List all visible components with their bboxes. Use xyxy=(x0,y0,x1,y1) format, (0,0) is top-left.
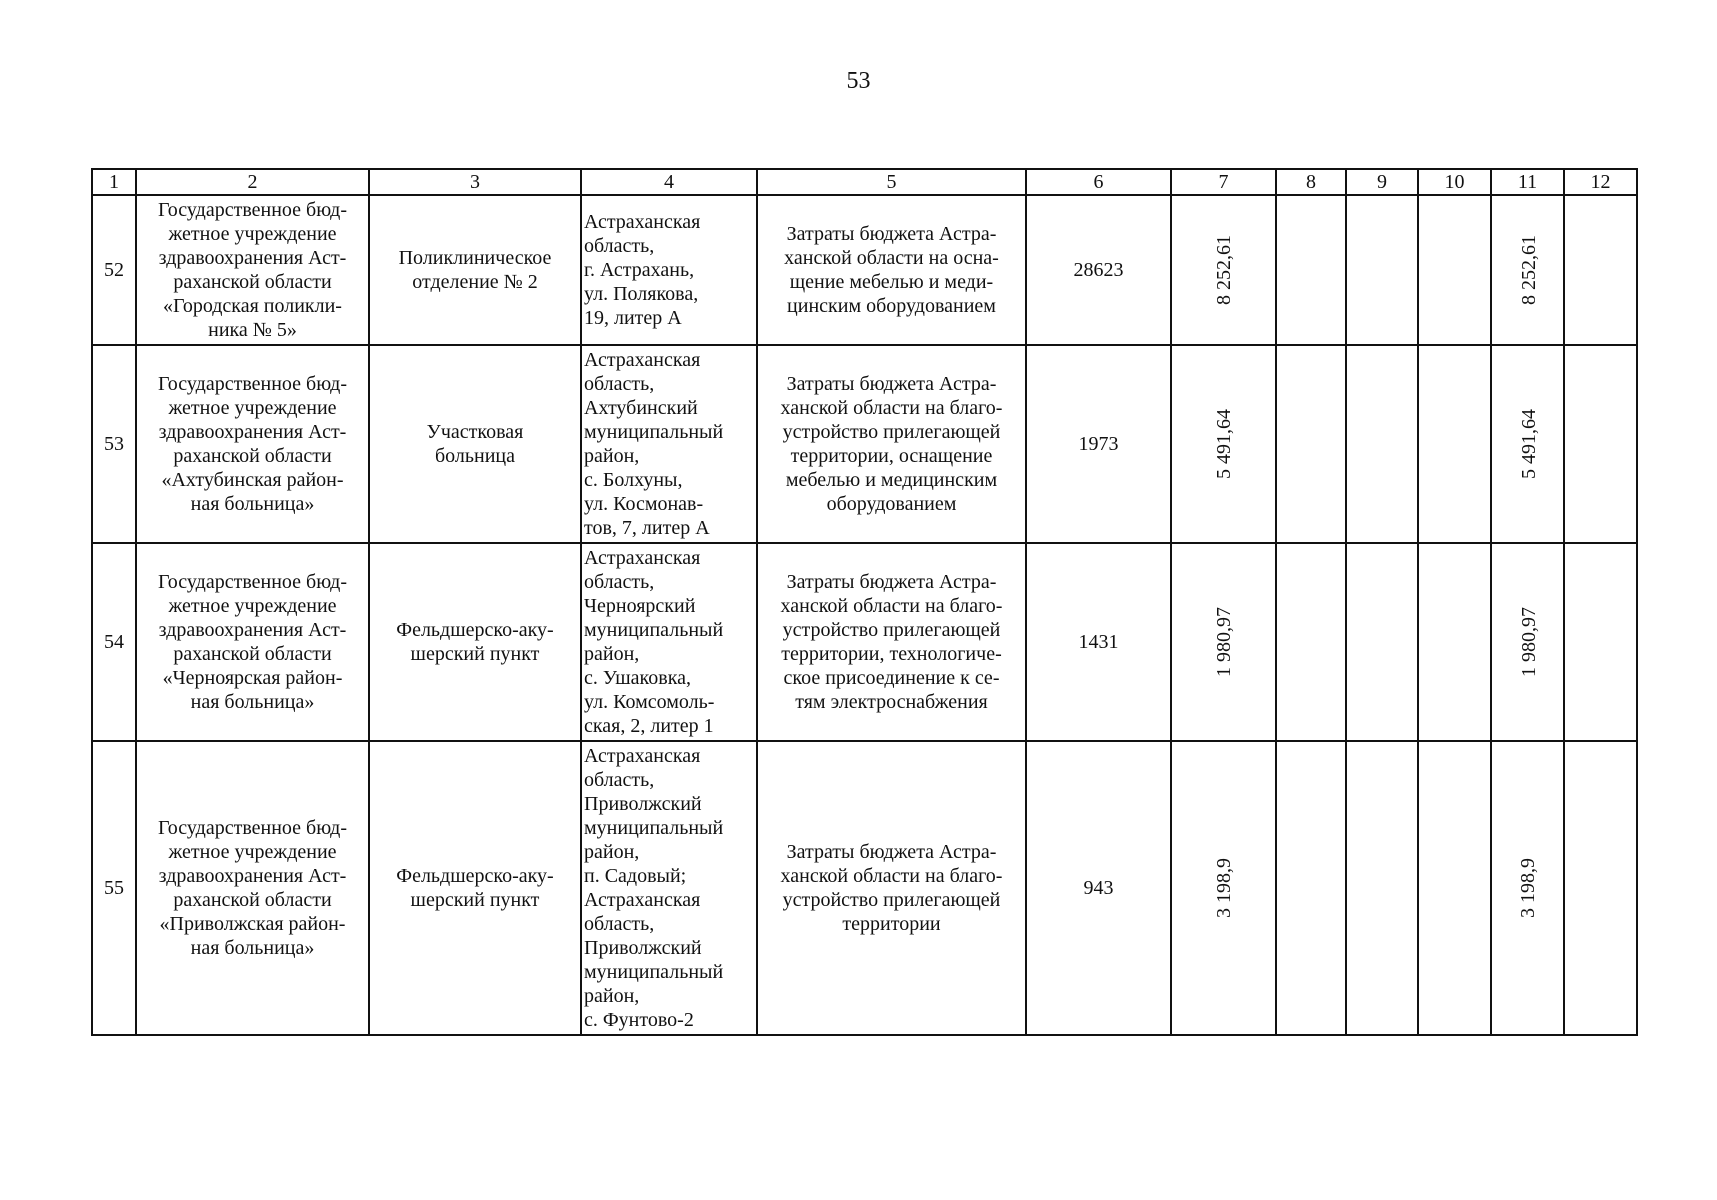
column-header: 5 xyxy=(757,169,1026,195)
col7-cell xyxy=(1171,345,1276,543)
col7-value: 5 491,64 xyxy=(1212,409,1235,479)
table-row xyxy=(92,345,1637,543)
description-cell: Затраты бюджета Астра- ханской области на осна- щение мебелью и меди- цинским оборудованием xyxy=(757,195,1026,345)
col7-value: 1 980,97 xyxy=(1212,607,1235,677)
facility-cell: Фельдшерско-аку- шерский пункт xyxy=(369,741,581,1035)
institution-cell: Государственное бюд- жетное учреждение здравоохранения Аст- раханской области «Ахтубинская район- ная больница» xyxy=(136,345,369,543)
address-cell: Астраханская область, Приволжский муниципальный район, п. Садовый; Астраханская область, Приволжский муниципальный район, с. Фунтово-2 xyxy=(581,741,757,1035)
col6-cell: 943 xyxy=(1026,741,1171,1035)
col7-value: 3 198,9 xyxy=(1212,858,1235,918)
address-cell: Астраханская область, Ахтубинский муниципальный район, с. Болхуны, ул. Космонав- тов, 7, литер А xyxy=(581,345,757,543)
col11-cell xyxy=(1491,345,1564,543)
column-header: 2 xyxy=(136,169,369,195)
col8-cell xyxy=(1276,345,1346,543)
col7-cell xyxy=(1171,195,1276,345)
col10-cell xyxy=(1418,195,1491,345)
col6-cell: 1431 xyxy=(1026,543,1171,741)
row-number: 52 xyxy=(92,195,136,345)
facility-cell: Участковая больница xyxy=(369,345,581,543)
column-header: 12 xyxy=(1564,169,1637,195)
description-cell: Затраты бюджета Астра- ханской области на благо- устройство прилегающей территории, оснащение мебелью и медицинским оборудованием xyxy=(757,345,1026,543)
table-row xyxy=(92,195,1637,345)
col11-cell xyxy=(1491,195,1564,345)
address-cell: Астраханская область, г. Астрахань, ул. Полякова, 19, литер А xyxy=(581,195,757,345)
col9-cell xyxy=(1346,741,1418,1035)
facility-cell: Поликлиническое отделение № 2 xyxy=(369,195,581,345)
description-cell: Затраты бюджета Астра- ханской области на благо- устройство прилегающей территории, технологиче- ское присоединение к се- тям электроснабжения xyxy=(757,543,1026,741)
column-header: 3 xyxy=(369,169,581,195)
column-header: 7 xyxy=(1171,169,1276,195)
col11-value: 8 252,61 xyxy=(1518,235,1540,305)
col9-cell xyxy=(1346,543,1418,741)
column-header: 9 xyxy=(1346,169,1418,195)
page-number: 53 xyxy=(846,68,871,94)
column-header: 4 xyxy=(581,169,757,195)
institution-cell: Государственное бюд- жетное учреждение здравоохранения Аст- раханской области «Приволжская район- ная больница» xyxy=(136,741,369,1035)
col12-cell xyxy=(1564,741,1637,1035)
description-cell: Затраты бюджета Астра- ханской области на благо- устройство прилегающей территории xyxy=(757,741,1026,1035)
institution-cell: Государственное бюд- жетное учреждение здравоохранения Аст- раханской области «Черноярская район- ная больница» xyxy=(136,543,369,741)
table-row xyxy=(92,741,1637,1035)
table-row xyxy=(92,543,1637,741)
col10-cell xyxy=(1418,741,1491,1035)
col6-cell: 1973 xyxy=(1026,345,1171,543)
col10-cell xyxy=(1418,345,1491,543)
col9-cell xyxy=(1346,345,1418,543)
col11-value: 3 198,9 xyxy=(1516,858,1539,918)
col7-cell xyxy=(1171,741,1276,1035)
row-number: 53 xyxy=(92,345,136,543)
column-header: 8 xyxy=(1276,169,1346,195)
col11-value: 5 491,64 xyxy=(1518,409,1540,479)
institution-cell: Государственное бюд- жетное учреждение здравоохранения Аст- раханской области «Городская поликли- ника № 5» xyxy=(136,195,369,345)
col7-cell xyxy=(1171,543,1276,741)
column-header: 1 xyxy=(92,169,136,195)
col7-value: 8 252,61 xyxy=(1212,235,1235,305)
address-cell: Астраханская область, Черноярский муниципальный район, с. Ушаковка, ул. Комсомоль- ская, 2, литер 1 xyxy=(581,543,757,741)
col8-cell xyxy=(1276,741,1346,1035)
col11-cell xyxy=(1491,741,1564,1035)
col10-cell xyxy=(1418,543,1491,741)
header-row xyxy=(92,169,1637,195)
row-number: 54 xyxy=(92,543,136,741)
col8-cell xyxy=(1276,543,1346,741)
row-number: 55 xyxy=(92,741,136,1035)
col11-value: 1 980,97 xyxy=(1518,607,1540,677)
col11-cell xyxy=(1491,543,1564,741)
column-header: 10 xyxy=(1418,169,1491,195)
col12-cell xyxy=(1564,543,1637,741)
col12-cell xyxy=(1564,195,1637,345)
facility-cell: Фельдшерско-аку- шерский пункт xyxy=(369,543,581,741)
col9-cell xyxy=(1346,195,1418,345)
column-header: 6 xyxy=(1026,169,1171,195)
col6-cell: 28623 xyxy=(1026,195,1171,345)
facilities-table xyxy=(91,168,1638,1036)
col12-cell xyxy=(1564,345,1637,543)
col8-cell xyxy=(1276,195,1346,345)
column-header: 11 xyxy=(1491,169,1564,195)
